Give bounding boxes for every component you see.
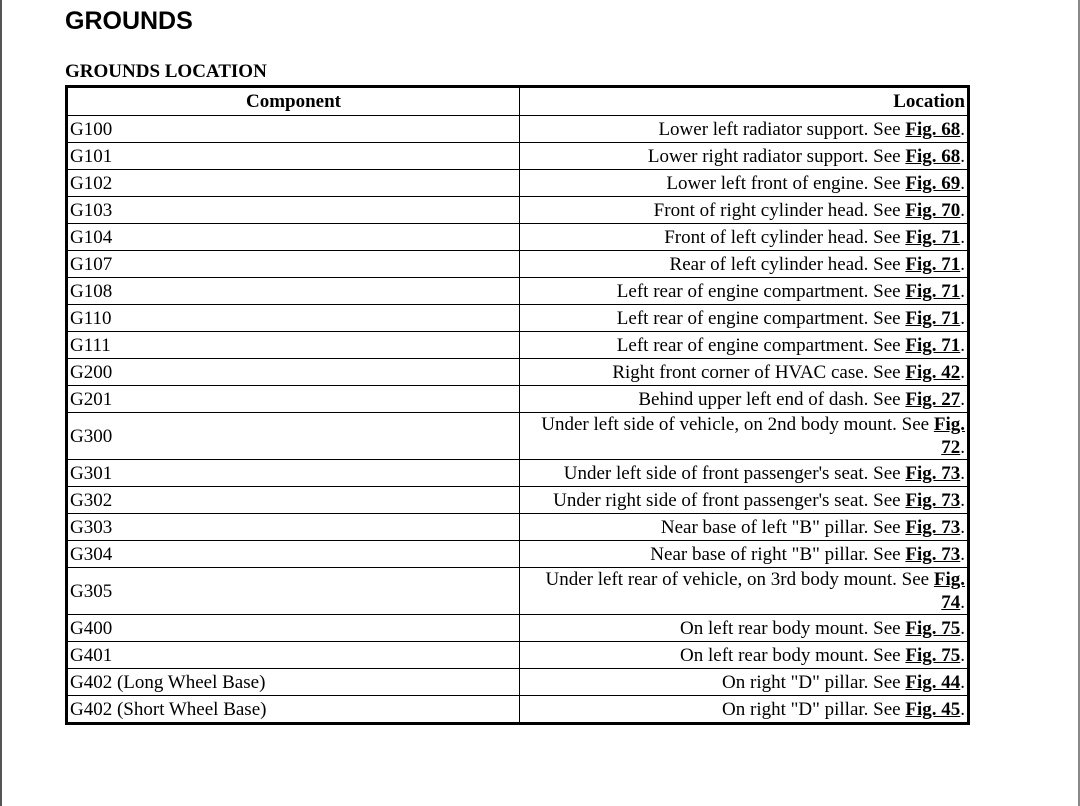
figure-link[interactable]: Fig. 71 <box>905 334 961 356</box>
table-row <box>67 305 969 332</box>
location-text: Under left side of front passenger's seat. See <box>563 462 906 484</box>
cell-component: G200 <box>67 359 520 386</box>
location-suffix: . <box>960 543 965 565</box>
table-row <box>67 386 969 413</box>
header-component: Component <box>67 87 520 116</box>
cell-location <box>520 224 969 251</box>
cell-component: G101 <box>67 143 520 170</box>
cell-location <box>520 332 969 359</box>
location-suffix: . <box>960 388 965 410</box>
figure-link[interactable]: Fig. 42 <box>905 361 961 383</box>
cell-component: G302 <box>67 487 520 514</box>
cell-component: G103 <box>67 197 520 224</box>
location-text: Lower left front of engine. See <box>666 172 906 194</box>
cell-component: G301 <box>67 460 520 487</box>
figure-link[interactable]: Fig. 71 <box>905 307 961 329</box>
location-suffix: . <box>960 280 965 302</box>
location-suffix: . <box>960 145 965 167</box>
location-suffix: . <box>960 617 965 639</box>
location-suffix: . <box>960 307 965 329</box>
location-text: Left rear of engine compartment. See <box>616 307 906 329</box>
cell-component: G401 <box>67 642 520 669</box>
location-text: Front of left cylinder head. See <box>664 226 906 248</box>
table-row <box>67 696 969 724</box>
table-row <box>67 642 969 669</box>
cell-component: G110 <box>67 305 520 332</box>
cell-location <box>520 669 969 696</box>
cell-location <box>520 460 969 487</box>
cell-location <box>520 413 969 460</box>
table-row <box>67 332 969 359</box>
location-text: Left rear of engine compartment. See <box>616 280 906 302</box>
cell-component: G100 <box>67 116 520 143</box>
figure-link[interactable]: Fig. 71 <box>905 280 961 302</box>
figure-link[interactable]: Fig. 74 <box>933 569 965 613</box>
location-text: On left rear body mount. See <box>680 617 906 639</box>
cell-location <box>520 386 969 413</box>
figure-link[interactable]: Fig. 71 <box>905 253 961 275</box>
cell-component: G300 <box>67 413 520 460</box>
location-text: Right front corner of HVAC case. See <box>612 361 906 383</box>
location-suffix: . <box>960 172 965 194</box>
table-row <box>67 143 969 170</box>
location-text: Under right side of front passenger's seat. See <box>553 489 906 511</box>
table-row <box>67 541 969 568</box>
location-text: Near base of left "B" pillar. See <box>660 516 906 538</box>
cell-component: G108 <box>67 278 520 305</box>
cell-component: G107 <box>67 251 520 278</box>
table-row <box>67 116 969 143</box>
cell-component: G102 <box>67 170 520 197</box>
table-caption: GROUNDS LOCATION <box>65 61 267 82</box>
figure-link[interactable]: Fig. 73 <box>905 516 961 538</box>
location-suffix: . <box>960 226 965 248</box>
table-row <box>67 413 969 460</box>
location-text: Lower right radiator support. See <box>647 145 906 167</box>
cell-component: G305 <box>67 568 520 615</box>
cell-component: G402 (Short Wheel Base) <box>67 696 520 724</box>
table-row <box>67 170 969 197</box>
figure-link[interactable]: Fig. 73 <box>905 489 961 511</box>
cell-location <box>520 197 969 224</box>
cell-location <box>520 541 969 568</box>
cell-location <box>520 170 969 197</box>
location-text: Lower left radiator support. See <box>658 118 906 140</box>
location-text: Near base of right "B" pillar. See <box>650 543 906 565</box>
location-suffix: . <box>960 644 965 666</box>
figure-link[interactable]: Fig. 45 <box>905 698 961 720</box>
cell-component: G201 <box>67 386 520 413</box>
location-suffix: . <box>960 671 965 693</box>
figure-link[interactable]: Fig. 73 <box>905 543 961 565</box>
cell-component: G111 <box>67 332 520 359</box>
location-suffix: . <box>960 698 965 720</box>
location-suffix: . <box>960 199 965 221</box>
location-text: Left rear of engine compartment. See <box>616 334 906 356</box>
location-suffix: . <box>960 489 965 511</box>
cell-location <box>520 359 969 386</box>
figure-link[interactable]: Fig. 68 <box>905 118 961 140</box>
location-text: Rear of left cylinder head. See <box>669 253 906 275</box>
figure-link[interactable]: Fig. 70 <box>905 199 961 221</box>
page-title: GROUNDS <box>65 7 193 35</box>
table-row <box>67 251 969 278</box>
cell-location <box>520 251 969 278</box>
cell-location <box>520 642 969 669</box>
table-body <box>67 116 969 724</box>
location-suffix: . <box>960 437 965 458</box>
location-text: Behind upper left end of dash. See <box>638 388 906 410</box>
cell-location <box>520 305 969 332</box>
figure-link[interactable]: Fig. 73 <box>905 462 961 484</box>
location-suffix: . <box>960 462 965 484</box>
cell-location <box>520 487 969 514</box>
figure-link[interactable]: Fig. 27 <box>905 388 961 410</box>
cell-location <box>520 143 969 170</box>
table-row <box>67 615 969 642</box>
cell-location <box>520 568 969 615</box>
cell-component: G304 <box>67 541 520 568</box>
cell-location <box>520 696 969 724</box>
cell-location <box>520 278 969 305</box>
table-row <box>67 514 969 541</box>
cell-location <box>520 116 969 143</box>
cell-component: G400 <box>67 615 520 642</box>
grounds-location-table <box>65 85 970 725</box>
table-row <box>67 568 969 615</box>
table-row <box>67 359 969 386</box>
cell-component: G104 <box>67 224 520 251</box>
figure-link[interactable]: Fig. 69 <box>905 172 961 194</box>
cell-location <box>520 615 969 642</box>
table-row <box>67 487 969 514</box>
table-header-row <box>67 87 969 116</box>
figure-link[interactable]: Fig. 44 <box>905 671 961 693</box>
cell-location <box>520 514 969 541</box>
location-text: On left rear body mount. See <box>680 644 906 666</box>
location-suffix: . <box>960 361 965 383</box>
figure-link[interactable]: Fig. 75 <box>905 617 961 639</box>
location-suffix: . <box>960 253 965 275</box>
location-suffix: . <box>960 118 965 140</box>
figure-link[interactable]: Fig. 71 <box>905 226 961 248</box>
figure-link[interactable]: Fig. 72 <box>933 414 965 458</box>
table-row <box>67 460 969 487</box>
location-text: On right "D" pillar. See <box>722 671 906 693</box>
table-row <box>67 197 969 224</box>
location-suffix: . <box>960 592 965 613</box>
page-left-border <box>0 0 2 806</box>
location-text: Under left side of vehicle, on 2nd body mount. See <box>541 414 934 435</box>
table-row <box>67 278 969 305</box>
location-suffix: . <box>960 516 965 538</box>
header-location: Location <box>520 87 969 116</box>
location-suffix: . <box>960 334 965 356</box>
table-row <box>67 224 969 251</box>
cell-component: G303 <box>67 514 520 541</box>
figure-link[interactable]: Fig. 68 <box>905 145 961 167</box>
location-text: Front of right cylinder head. See <box>653 199 906 221</box>
location-text: Under left rear of vehicle, on 3rd body mount. See <box>545 569 934 590</box>
cell-component: G402 (Long Wheel Base) <box>67 669 520 696</box>
table-row <box>67 669 969 696</box>
figure-link[interactable]: Fig. 75 <box>905 644 961 666</box>
location-text: On right "D" pillar. See <box>722 698 906 720</box>
